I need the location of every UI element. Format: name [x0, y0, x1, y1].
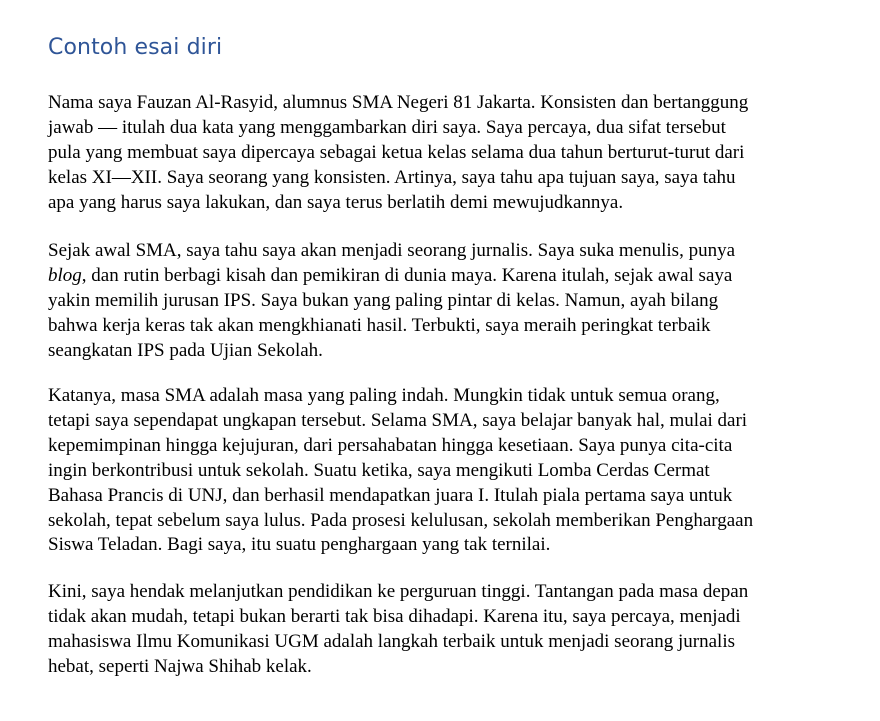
text-line: apa yang harus saya lakukan, dan saya terus berlatih demi mewujudkannya. [48, 191, 624, 213]
text-line: kepemimpinan hingga kejujuran, dari persahabatan hingga kesetiaan. Saya punya cita-cita [48, 434, 733, 456]
text-line: Bahasa Prancis di UNJ, dan berhasil mendapatkan juara I. Itulah piala pertama saya untuk [48, 484, 733, 506]
text-line: sekolah, tepat sebelum saya lulus. Pada prosesi kelulusan, sekolah memberikan Penghargaan [48, 509, 754, 531]
paragraph-3 [48, 384, 848, 558]
text-line: yakin memilih jurusan IPS. Saya bukan yang paling pintar di kelas. Namun, ayah bilang [48, 289, 719, 311]
text-line: mahasiswa Ilmu Komunikasi UGM adalah langkah terbaik untuk menjadi seorang jurnalis [48, 630, 736, 652]
text-line: Katanya, masa SMA adalah masa yang paling indah. Mungkin tidak untuk semua orang, [48, 385, 720, 406]
paragraph-4 [48, 580, 848, 680]
text-line: jawab — itulah dua kata yang menggambarkan diri saya. Saya percaya, dua sifat tersebut [48, 116, 726, 138]
text-line: Nama saya Fauzan Al-Rasyid, alumnus SMA Negeri 81 Jakarta. Konsisten dan bertanggung [48, 92, 749, 113]
italic-word-blog: blog [48, 264, 82, 286]
text-line: Kini, saya hendak melanjutkan pendidikan ke perguruan tinggi. Tantangan pada masa depan [48, 581, 749, 602]
text-line: tidak akan mudah, tetapi bukan berarti tak bisa dihadapi. Karena itu, saya percaya, menjadi [48, 605, 741, 627]
text-line: bahwa kerja keras tak akan mengkhianati hasil. Terbukti, saya meraih peringkat terbaik [48, 314, 711, 336]
text-line: kelas XI—XII. Saya seorang yang konsisten. Artinya, saya tahu apa tujuan saya, saya tahu [48, 166, 736, 188]
text-segment: , dan rutin berbagi kisah dan pemikiran di dunia maya. Karena itulah, sejak awal saya [81, 264, 733, 286]
text-line: ingin berkontribusi untuk sekolah. Suatu ketika, saya mengikuti Lomba Cerdas Cermat [48, 459, 710, 481]
text-line: hebat, seperti Najwa Shihab kelak. [48, 655, 312, 677]
text-line: tetapi saya sependapat ungkapan tersebut. Selama SMA, saya belajar banyak hal, mulai dari [48, 409, 748, 431]
paragraph-2 [48, 239, 848, 364]
text-line: Sejak awal SMA, saya tahu saya akan menjadi seorang jurnalis. Saya suka menulis, punya [48, 240, 735, 261]
text-line: Siswa Teladan. Bagi saya, itu suatu penghargaan yang tak ternilai. [48, 534, 551, 556]
page-title: Contoh esai diri [48, 35, 223, 60]
text-line: pula yang membuat saya dipercaya sebagai ketua kelas selama dua tahun berturut-turut dari [48, 141, 745, 163]
paragraph-1 [48, 91, 848, 216]
text-line [48, 264, 848, 289]
text-line: seangkatan IPS pada Ujian Sekolah. [48, 339, 323, 361]
